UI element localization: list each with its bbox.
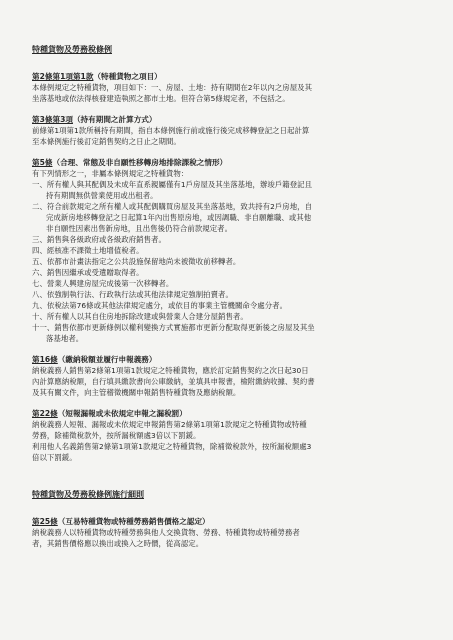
article-22-ref: 第22條 (32, 409, 58, 418)
rule-article-25-line: 者，其銷售價格應以換出或換入之時價，從高認定。 (32, 539, 204, 548)
rule-article-25 (32, 516, 431, 549)
article-16-ref: 第16條 (32, 355, 58, 364)
article-5-line: 一、所有權人與其配偶及未成年直系親屬僅有1戶房屋及其坐落基地，辦竣戶籍登記且 (32, 180, 313, 189)
rule-article-25-title (32, 516, 431, 527)
article-22-line: 納稅義務人短報、漏報或未依規定申報銷售第2條第1項第1款規定之特種貨物或特種 (32, 420, 307, 429)
article-3-title (32, 114, 431, 125)
article-5-line: 六、銷售因繼承或受遺贈取得者。 (32, 268, 144, 277)
article-3-ref: 第3條第3項 (32, 115, 73, 124)
article-2 (32, 71, 431, 104)
article-5-line: 五、依都市計畫法指定之公共設施保留地尚未被徵收前移轉者。 (32, 257, 241, 266)
article-2-title (32, 71, 431, 82)
article-16 (32, 354, 431, 398)
article-5 (32, 157, 431, 344)
article-22 (32, 408, 431, 463)
article-5-line: 持有期間無供營業使用或出租者。 (46, 191, 158, 200)
article-5-line: 七、營業人興建房屋完成後第一次移轉者。 (32, 279, 174, 288)
rule-article-25-caption: （互易特種貨物或特種勞務銷售價格之認定） (57, 517, 210, 526)
article-2-line: 本條例規定之特種貨物，項目如下：一、房屋、土地：持有期間在2年以內之房屋及其 (32, 83, 313, 92)
article-5-line: 有下列情形之一，非屬本條例規定之特種貨物： (32, 169, 189, 178)
article-5-line: 八、依強制執行法、行政執行法或其他法律規定強制拍賣者。 (32, 290, 233, 299)
article-5-line: 非自願性因素出售新房地，且出售後仍符合前款規定者。 (46, 224, 233, 233)
rule-article-25-line: 納稅義務人以特種貨物或特種勞務與他人交換貨物、勞務、特種貨物或特種勞務者 (32, 528, 300, 537)
article-2-ref: 第2條第1項第1款 (32, 72, 94, 81)
article-5-line: 十、所有權人以其自住房地拆除改建或與營業人合建分屋銷售者。 (32, 312, 248, 321)
article-22-line: 倍以下罰鍰。 (32, 453, 77, 462)
rule-article-25-ref: 第25條 (32, 517, 58, 526)
article-5-title (32, 157, 431, 168)
article-22-line: 勞務，除補徵稅款外，按所漏稅額處3倍以下罰鍰。 (32, 431, 201, 440)
article-5-line: 二、符合前款規定之所有權人或其配偶購買房屋及其坐落基地，致共持有2戶房地，自 (32, 202, 313, 211)
article-3-line: 至本條例施行後訂定銷售契約之日止之期間。 (32, 137, 181, 146)
article-3 (32, 114, 431, 147)
article-2-caption: （特種貨物之項目） (93, 72, 162, 81)
article-16-line: 內計算應納稅額，自行填具繳款書向公庫繳納，並填具申報書，檢附繳納收據、契約書 (32, 377, 315, 386)
article-16-caption: （繳納稅額並履行申報義務） (57, 355, 157, 364)
article-22-caption: （短報漏報或未依規定申報之漏稅罰） (57, 409, 187, 418)
rules-heading: 特種貨物及勞務稅條例施行細則 (32, 490, 144, 499)
article-5-line: 落基地者。 (46, 334, 84, 343)
article-22-title (32, 408, 431, 419)
article-5-line: 完成新房地移轉登記之日起算1年內出售原房地，或因調職、非自願離職、或其他 (46, 213, 312, 222)
article-5-caption: （合理、常態及非自願性移轉房地排除課稅之情形） (52, 158, 228, 167)
article-5-line: 三、銷售與各級政府或各級政府銷售者。 (32, 235, 166, 244)
document-heading: 特種貨物及勞務稅條例 (32, 45, 112, 54)
article-22-line: 利用他人名義銷售第2條第1項第1款規定之特種貨物，除補徵稅款外，按所漏稅額處3 (32, 442, 312, 451)
article-5-line: 九、依稅法第76條或其他法律規定處分，或依目的事業主管機關命令處分者。 (32, 301, 288, 310)
article-5-line: 十一、銷售依都市更新條例以權利變換方式實施都市更新分配取得更新後之房屋及其坐 (32, 323, 315, 332)
article-5-ref: 第5條 (32, 158, 53, 167)
article-16-line: 及其有關文件，向主管稽徵機關申報銷售特種貨物及應納稅額。 (32, 388, 241, 397)
article-5-line: 四、經核准不課徵土地增值稅者。 (32, 246, 144, 255)
article-3-line: 前條第1項第1款所稱持有期間，指自本條例施行前或施行後完成移轉登記之日起計算 (32, 126, 310, 135)
article-16-line: 納稅義務人銷售第2條第1項第1款規定之特種貨物，應於訂定銷售契約之次日起30日 (32, 366, 309, 375)
article-16-title (32, 354, 431, 365)
article-3-caption: （持有期間之計算方式） (72, 115, 157, 124)
article-2-line: 坐落基地或依法得核發建造執照之都市土地。但符合第5條規定者，不包括之。 (32, 94, 290, 103)
